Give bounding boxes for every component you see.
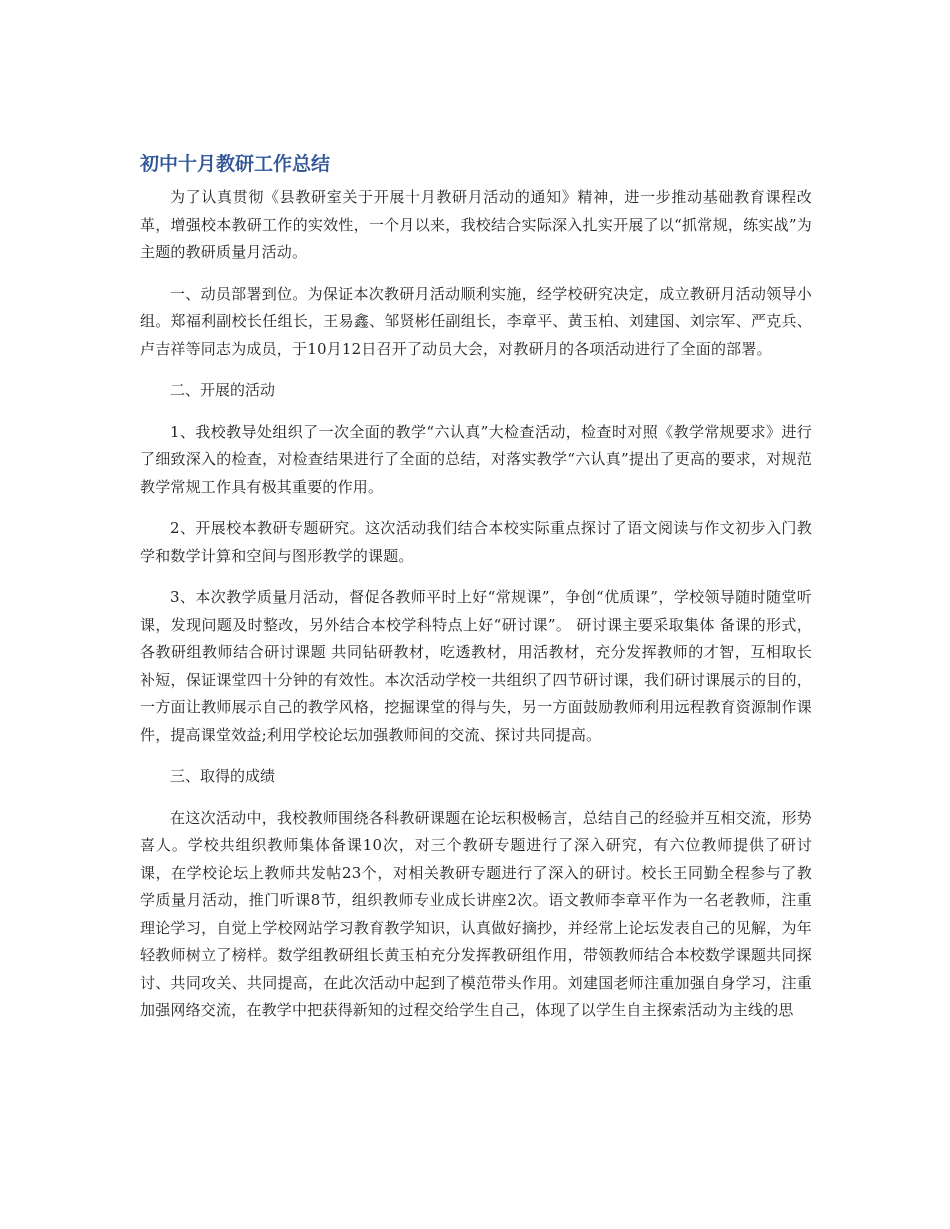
paragraph-activity-1: 1、我校教导处组织了一次全面的教学“六认真”大检查活动，检查时对照《教学常规要求》进行了细致深入的检查，对检查结果进行了全面的总结，对落实教学“六认真”提出了更高的要求，对规范教学常规工作具有极其重要的作用。 — [140, 422, 812, 496]
section-heading-activities: 二、开展的活动 — [170, 381, 276, 399]
document-title: 初中十月教研工作总结 — [140, 153, 331, 175]
paragraph-intro: 为了认真贯彻《县教研室关于开展十月教研月活动的通知》精神，进一步推动基础教育课程改革，增强校本教研工作的实效性，一个月以来，我校结合实际深入扎实开展了以“抓常规，练实战”为主题的教研质量月活动。 — [140, 188, 812, 261]
paragraph-achievements: 在这次活动中，我校教师围绕各科教研课题在论坛积极畅言，总结自己的经验并互相交流，形势喜人。学校共组织教师集体备课10次，对三个教研专题进行了深入研究，有六位教师提供了研讨课，在学校论坛上教师共发帖23个，对相关教研专题进行了深入的研讨。校长王同勤全程参与了教学质量月活动，推门听课8节，组织教师专业成长讲座2次。语文教师李章平作为一名老教师，注重理论学习，自觉上学校网站学习教育教学知识，认真做好摘抄，并经常上论坛发表自己的见解，为年轻教师树立了榜样。数学组教研组长黄玉柏充分发挥教研组作用，带领教师结合本校数学课题共同探讨、共同攻关、共同提高，在此次活动中起到了模范带头作用。刘建国老师注重加强自身学习，注重加强网络交流，在教学中把获得新知的过程交给学生自己，体现了以学生自主探索活动为主线的思 — [140, 808, 812, 1019]
paragraph-activity-2: 2、开展校本教研专题研究。这次活动我们结合本校实际重点探讨了语文阅读与作文初步入门教学和数学计算和空间与图形教学的课题。 — [140, 519, 812, 565]
section-heading-achievements: 三、取得的成绩 — [170, 767, 276, 785]
paragraph-section-1: 一、动员部署到位。为保证本次教研月活动顺利实施，经学校研究决定，成立教研月活动领导小组。郑福利副校长任组长，王易鑫、邹贤彬任副组长，李章平、黄玉柏、刘建国、刘宗军、严克兵、卢吉祥等同志为成员，于10月12日召开了动员大会，对教研月的各项活动进行了全面的部署。 — [140, 284, 812, 358]
document-page — [140, 150, 812, 1039]
paragraph-activity-3: 3、本次教学质量月活动，督促各教师平时上好“常规课”，争创“优质课”，学校领导随时随堂听课，发现问题及时整改，另外结合本校学科特点上好“研讨课”。 研讨课主要采取集体 备课的形式，各教研组教师结合研讨课题 共同钻研教材，吃透教材，用活教材，充分发挥教师的才智，互相取长补短，保证课堂四十分钟的有效性。本次活动学校一共组织了四节研讨课，我们研讨课展示的目的，一方面让教师展示自己的教学风格，挖掘课堂的得与失，另一方面鼓励教师利用远程教育资源制作课件，提高课堂效益;利用学校论坛加强教师间的交流、探讨共同提高。 — [140, 588, 812, 744]
